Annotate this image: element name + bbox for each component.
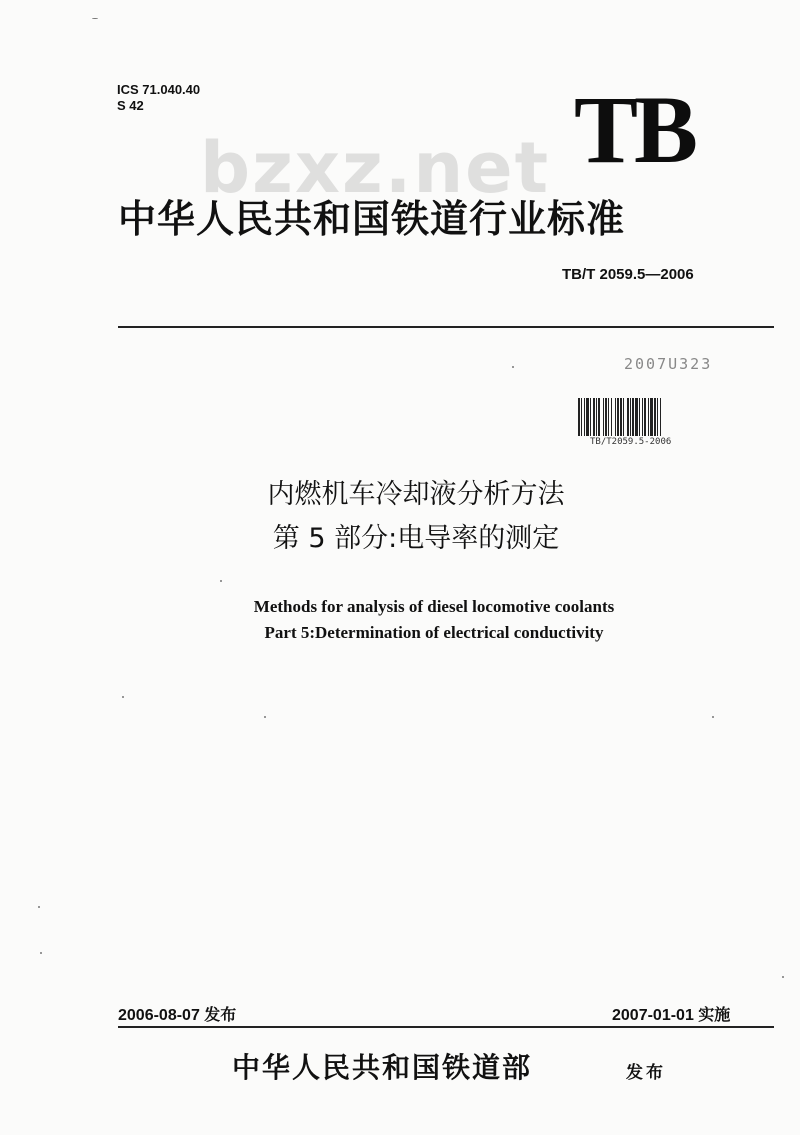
scan-speck xyxy=(264,716,266,718)
scan-speck xyxy=(512,366,514,368)
footer-divider xyxy=(118,1026,774,1028)
scan-speck xyxy=(40,952,42,954)
watermark: bzxz.net xyxy=(200,127,551,209)
publisher: 中华人民共和国铁道部 xyxy=(232,1051,533,1084)
category-code: S 42 xyxy=(117,98,144,113)
ics-code: ICS 71.040.40 xyxy=(117,82,201,97)
classification-block xyxy=(117,82,200,114)
tb-logo: TB xyxy=(574,76,695,183)
standard-code: TB/T 2059.5—2006 xyxy=(562,266,694,283)
scan-speck xyxy=(220,580,222,582)
scan-speck xyxy=(92,18,98,19)
scan-speck xyxy=(122,696,124,698)
serial-number: 2007U323 xyxy=(624,355,713,373)
publisher-suffix: 发布 xyxy=(626,1063,666,1083)
barcode-label: TB/T2059.5-2006 xyxy=(590,437,672,447)
title-en-line1: Methods for analysis of diesel locomotive coolants xyxy=(253,597,615,616)
title-cn-line2: 第 5 部分:电导率的测定 xyxy=(272,523,560,554)
title-en-line2: Part 5:Determination of electrical conductivity xyxy=(264,623,604,642)
implementation-date: 2007-01-01 实施 xyxy=(612,1007,731,1024)
issue-date: 2006-08-07 发布 xyxy=(118,1007,237,1024)
barcode-icon xyxy=(578,398,698,436)
standard-name: 中华人民共和国铁道行业标准 xyxy=(118,197,626,241)
scan-speck xyxy=(782,976,784,978)
title-cn-line1: 内燃机车冷却液分析方法 xyxy=(267,479,565,510)
scan-speck xyxy=(38,906,40,908)
scan-speck xyxy=(712,716,714,718)
header-divider xyxy=(118,326,774,328)
